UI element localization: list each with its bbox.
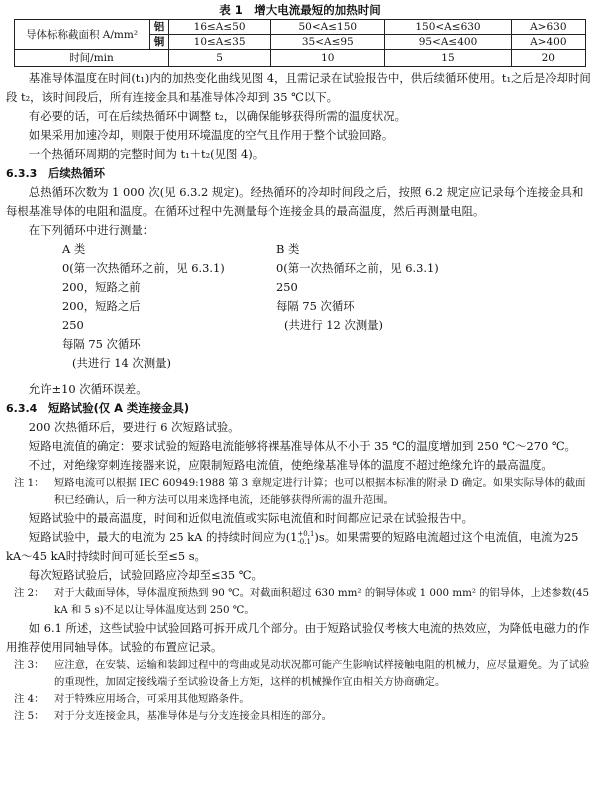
paragraph: 在下列循环中进行测量：: [28, 223, 155, 237]
note-text: 应注意，在安装、运输和装卸过程中的弯曲或晃动状况都可能产生影响试样接触电阻的机械力，应尽量避免。为了试验的重现性，加固定接线端子至试验设备上方矩，这样的机械操作宜由相关方协商确定。: [54, 659, 590, 688]
paragraph: 如果采用加速冷却，则限于使用环境温度的空气且作用于整个试验回路。: [28, 128, 394, 142]
note-label: 注 4：: [14, 693, 45, 705]
paragraph: 短路电流值的确定：要求试验的短路电流能够将裸基准导体从不小于 35 ℃的温度增加到 250 ℃～270 ℃。: [28, 439, 576, 453]
note-label: 注 3：: [14, 659, 45, 671]
class-b-item: 每隔 75 次循环: [276, 299, 355, 313]
note-label: 注 2：: [14, 587, 45, 599]
paragraph: 总热循环次数为 1 000 次(见 6.3.2 规定)。经热循环的冷却时间段之后，按照 6.2 规定应记录每个连接金具和每根基准导体的电阻和温度。在循环过程中先测量每个连接金具的最高温度，然后再测量电阻。: [6, 185, 584, 218]
paragraph: 允许±10 次循环误差。: [28, 382, 148, 396]
range-al-3: 150<A≤630: [385, 20, 511, 35]
document-page: [6, 0, 594, 725]
note-5: [6, 708, 594, 725]
tolerance: [297, 530, 314, 546]
class-a-item: 0(第一次热循环之前，见 6.3.1): [62, 261, 225, 275]
paragraph: 短路试验中的最高温度，时间和近似电流值或实际电流值和时间都应记录在试验报告中。: [28, 511, 474, 525]
section-heading-6-3-3: [6, 164, 594, 183]
paragraph: 不过，对绝缘穿刺连接器来说，应限制短路电流值，使绝缘基准导体的温度不超过绝缘允许的最高温度。: [28, 458, 553, 472]
note-label: 注 5：: [14, 710, 45, 722]
note-text: 对于特殊应用场合，可采用其他短路条件。: [54, 693, 250, 705]
cross-section-label: 导体标称截面积 A/mm²: [15, 20, 150, 50]
table-row: [15, 20, 586, 35]
note-label: 注 1：: [14, 477, 45, 489]
paragraph-part: )s。如果需要的短路电流超过这个电流值，电流为25 kA～45 kA时持续时间可延长至≤5 s。: [6, 530, 579, 563]
note-2: [6, 585, 594, 619]
class-b-heading: B 类: [276, 242, 300, 256]
class-b-item: (共进行 12 次测量): [284, 318, 383, 332]
table-row: [15, 50, 586, 67]
class-a-item: 每隔 75 次循环: [62, 337, 141, 351]
heating-time-table: [14, 19, 586, 67]
time-label: 时间/min: [15, 50, 169, 67]
section-number: 6.3.3: [6, 167, 38, 180]
class-b-item: 0(第一次热循环之前，见 6.3.1): [276, 261, 439, 275]
material-copper: 铜: [150, 35, 169, 50]
paragraph: 如 6.1 所述，这些试验中试验回路可拆开成几个部分。由于短路试验仅考核大电流的热效应，为降低电磁力的作用推荐使用同轴导体。试验的布置应记录。: [6, 621, 590, 654]
range-cu-4: A>400: [511, 35, 585, 50]
note-1: [6, 475, 594, 509]
note-text: 对于大截面导体，导体温度预热到 90 ℃。对截面积超过 630 mm² 的铜导体或 1 000 mm² 的铝导体，上述参数(45 kA 和 5 s)不足以让导体温度达到 250 ℃。: [54, 587, 590, 616]
note-4: [6, 691, 594, 708]
table-caption: 表 1 增大电流最短的加热时间: [219, 3, 381, 17]
section-title: 短路试验(仅 A 类连接金具): [48, 401, 190, 415]
note-3: [6, 657, 594, 691]
tolerance-lower: -0.1: [297, 538, 311, 546]
section-number: 6.3.4: [6, 402, 38, 415]
range-al-2: 50<A≤150: [271, 20, 385, 35]
paragraph: 一个热循环周期的完整时间为 t₁＋t₂(见图 4)。: [28, 147, 265, 161]
paragraph-part: 短路试验中，最大的电流为 25 kA 的持续时间应为(1: [28, 530, 298, 544]
time-1: 5: [169, 50, 271, 67]
time-4: 20: [511, 50, 585, 67]
class-a-item: 200，短路之后: [62, 299, 141, 313]
range-al-4: A>630: [511, 20, 585, 35]
paragraph: 基准导体温度在时间(t₁)内的加热变化曲线见图 4，且需记录在试验报告中，供后续循环使用。t₁之后是冷却时间段 t₂，该时间段后，所有连接金具和基准导体冷却到 35 ℃以下。: [6, 71, 591, 104]
class-a-heading: A 类: [62, 242, 86, 256]
paragraph: 每次短路试验后，试验回路应冷却至≤35 ℃。: [28, 568, 263, 582]
paragraph: 200 次热循环后，要进行 6 次短路试验。: [28, 420, 240, 434]
range-cu-2: 35<A≤95: [271, 35, 385, 50]
material-aluminium: 铝: [150, 20, 169, 35]
section-heading-6-3-4: [6, 399, 594, 418]
range-al-1: 16≤A≤50: [169, 20, 271, 35]
note-text: 短路电流可以根据 IEC 60949:1988 第 3 章规定进行计算；也可以根据本标准的附录 D 确定。如果实际导体的截面积已经确认，后一种方法可以用来选择电流，还能够获得所需的温升范围。: [54, 477, 586, 506]
measurement-columns: [6, 240, 594, 392]
class-a-item: 250: [62, 318, 84, 332]
note-text: 对于分支连接金具，基准导体是与分支连接金具相连的部分。: [54, 710, 333, 722]
class-b-item: 250: [276, 280, 298, 294]
class-a-item: 200，短路之前: [62, 280, 141, 294]
range-cu-3: 95<A≤400: [385, 35, 511, 50]
range-cu-1: 10≤A≤35: [169, 35, 271, 50]
paragraph: 有必要的话，可在后续热循环中调整 t₂，以确保能够获得所需的温度状况。: [28, 109, 407, 123]
time-2: 10: [271, 50, 385, 67]
time-3: 15: [385, 50, 511, 67]
tolerance-upper: +0.1: [297, 530, 315, 538]
class-a-item: (共进行 14 次测量): [72, 356, 171, 370]
paragraph-with-tolerance: [6, 528, 594, 566]
section-title: 后续热循环: [48, 166, 105, 180]
